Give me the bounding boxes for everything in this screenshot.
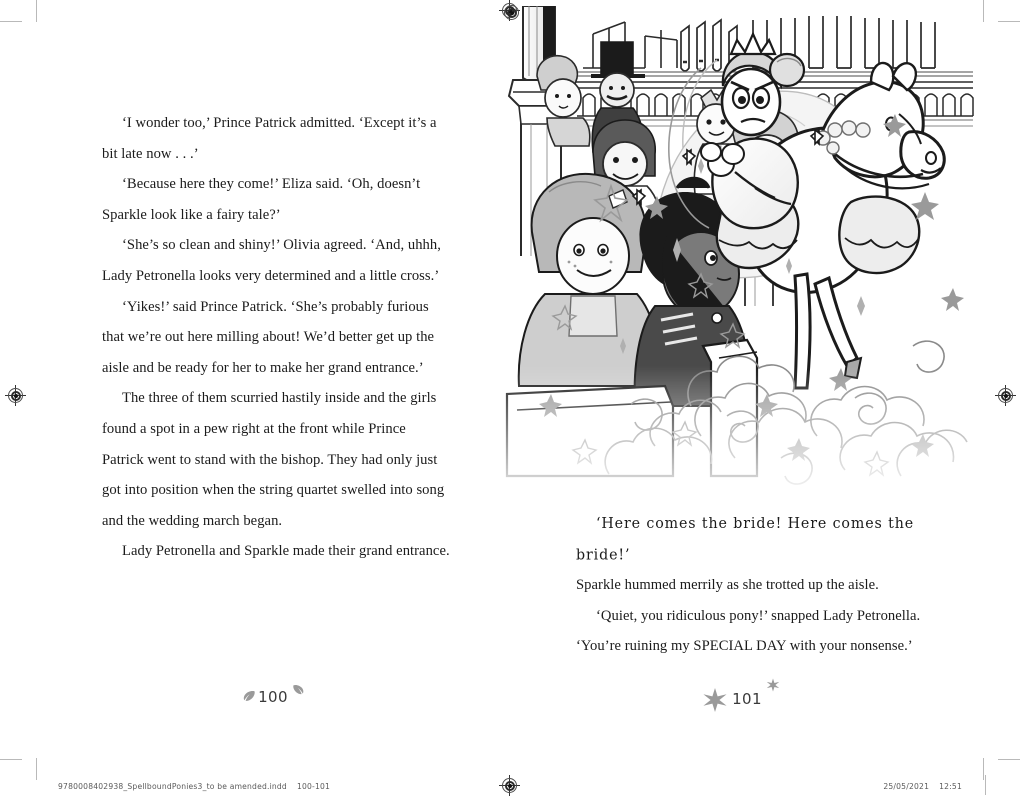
paragraph: ‘Quiet, you ridiculous pony!’ snapped Lady Petronella. ‘You’re ruining my SPECIAL DAY with your nonsense.’	[576, 607, 921, 655]
star-small-icon	[766, 678, 780, 692]
sung-line: ‘Here comes the bride! Here comes the bride!’	[576, 515, 915, 564]
footer-filename	[58, 782, 330, 791]
page-number-right-value: 101	[732, 690, 762, 708]
page-number-left	[36, 688, 510, 706]
star-large-icon	[702, 687, 728, 713]
page-number-right	[510, 690, 984, 708]
footer-time: 12:51	[939, 782, 962, 791]
footer-timestamp	[883, 782, 962, 791]
cathedral-wedding-illustration	[505, 6, 975, 506]
leaf-left-icon	[242, 689, 256, 703]
left-page-body-text	[102, 108, 450, 567]
page-left	[36, 0, 510, 760]
paragraph: ‘I wonder too,’ Prince Patrick admitted. ‘Except it’s a bit late now . . .’	[102, 115, 437, 162]
page-right	[510, 0, 984, 760]
paragraph: The three of them scurried hastily inside and the girls found a spot in a pew right at the front while Prince Patrick went to stand with the bishop. They had only just got into position when the string quartet swelled into song and the wedding march began.	[102, 390, 445, 529]
leaf-right-icon	[292, 683, 305, 696]
paragraph: ‘Because here they come!’ Eliza said. ‘Oh, doesn’t Sparkle look like a fairy tale?’	[102, 176, 421, 223]
page-number-left-value: 100	[258, 688, 288, 706]
paragraph: ‘She’s so clean and shiny!’ Olivia agreed. ‘And, uhhh, Lady Petronella looks very determined and a little cross.’	[102, 237, 441, 284]
paragraph: Sparkle hummed merrily as she trotted up the aisle.	[576, 577, 879, 594]
footer-page-range: 100-101	[296, 782, 331, 791]
paragraph: ‘Yikes!’ said Prince Patrick. ‘She’s probably furious that we’re out here milling about! We’d better get up the aisle and be ready for her to make her grand entrance.’	[102, 298, 435, 376]
right-page-body-text	[576, 509, 924, 662]
guest-back-hat	[537, 56, 590, 146]
footer-date: 25/05/2021	[883, 782, 930, 791]
paragraph: Lady Petronella and Sparkle made their grand entrance.	[122, 543, 450, 560]
footer-filename-text: 9780008402938_SpellboundPonies3_to be amended.indd	[58, 782, 287, 791]
